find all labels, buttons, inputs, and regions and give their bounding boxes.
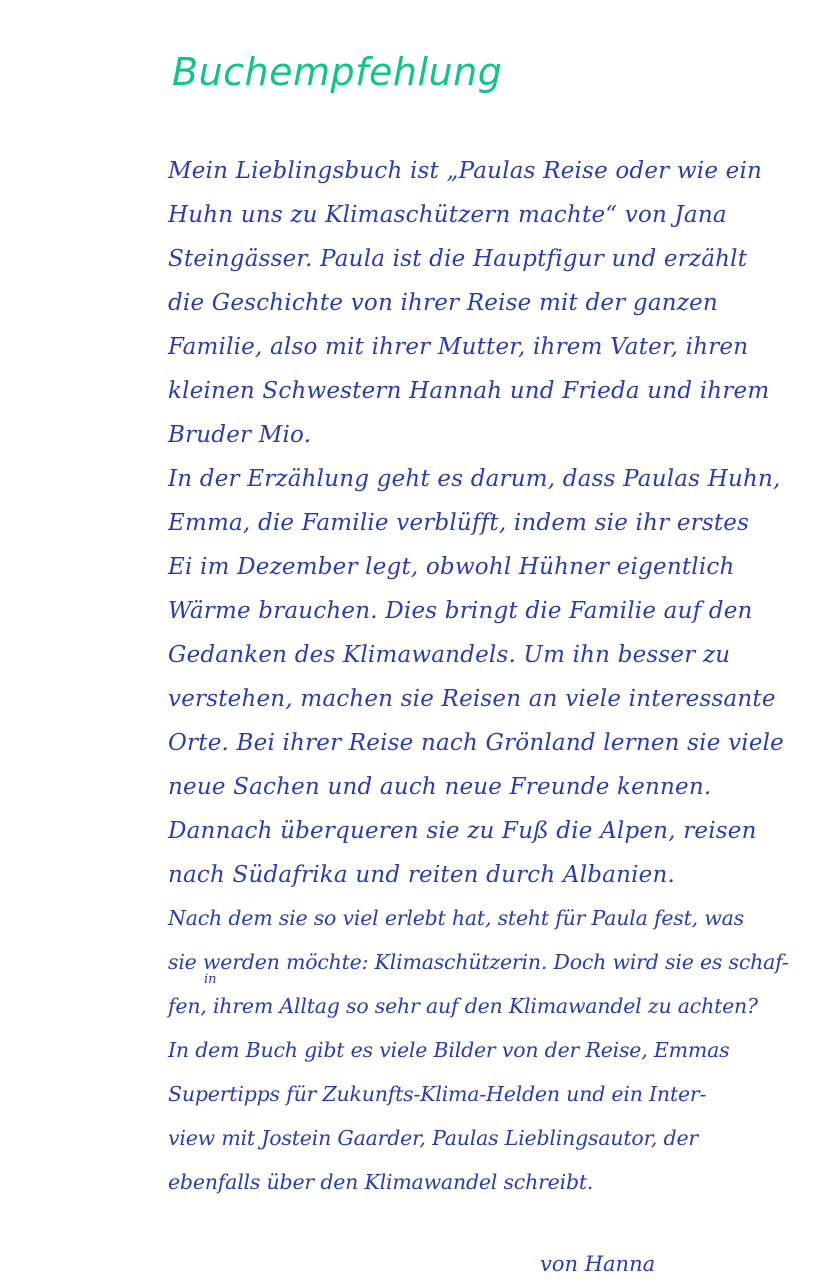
signature: von Hanna bbox=[540, 1252, 656, 1276]
text-line: neue Sachen und auch neue Freunde kennen. bbox=[168, 774, 712, 800]
text-line: fen, ihrem Alltag so sehr auf den Klimawandel zu achten? bbox=[168, 994, 758, 1018]
text-line: Mein Lieblingsbuch ist „Paulas Reise oder wie ein bbox=[168, 158, 763, 184]
text-line: In dem Buch gibt es viele Bilder von der Reise, Emmas bbox=[168, 1038, 730, 1062]
text-line: die Geschichte von ihrer Reise mit der ganzen bbox=[168, 290, 718, 316]
text-line: Bruder Mio. bbox=[168, 422, 312, 448]
text-line: view mit Jostein Gaarder, Paulas Lieblingsautor, der bbox=[168, 1126, 698, 1150]
text-line: kleinen Schwestern Hannah und Frieda und ihrem bbox=[168, 378, 770, 404]
text-line: Orte. Bei ihrer Reise nach Grönland lernen sie viele bbox=[168, 730, 784, 756]
text-line: Nach dem sie so viel erlebt hat, steht für Paula fest, was bbox=[168, 906, 744, 930]
text-line: nach Südafrika und reiten durch Albanien. bbox=[168, 862, 676, 888]
text-line: Familie, also mit ihrer Mutter, ihrem Vater, ihren bbox=[168, 334, 749, 360]
text-line: Dannach überqueren sie zu Fuß die Alpen, reisen bbox=[168, 818, 757, 844]
text-line: In der Erzählung geht es darum, dass Paulas Huhn, bbox=[168, 466, 781, 492]
text-line: verstehen, machen sie Reisen an viele interessante bbox=[168, 686, 776, 712]
insertion-mark: in bbox=[204, 972, 217, 987]
text-line: Ei im Dezember legt, obwohl Hühner eigentlich bbox=[168, 554, 735, 580]
text-line: Emma, die Familie verblüfft, indem sie ihr erstes bbox=[168, 510, 750, 536]
text-line: ebenfalls über den Klimawandel schreibt. bbox=[168, 1170, 594, 1194]
text-line: Steingässer. Paula ist die Hauptfigur und erzählt bbox=[168, 246, 748, 272]
page-title: Buchempfehlung bbox=[172, 50, 503, 94]
text-line: Supertipps für Zukunfts-Klima-Helden und ein Inter- bbox=[168, 1082, 707, 1106]
text-line: sie werden möchte: Klimaschützerin. Doch wird sie es schaf- bbox=[168, 950, 789, 974]
text-line: Gedanken des Klimawandels. Um ihn besser zu bbox=[168, 642, 731, 668]
text-line: Huhn uns zu Klimaschützern machte“ von Jana bbox=[168, 202, 727, 228]
text-line: Wärme brauchen. Dies bringt die Familie auf den bbox=[168, 598, 753, 624]
